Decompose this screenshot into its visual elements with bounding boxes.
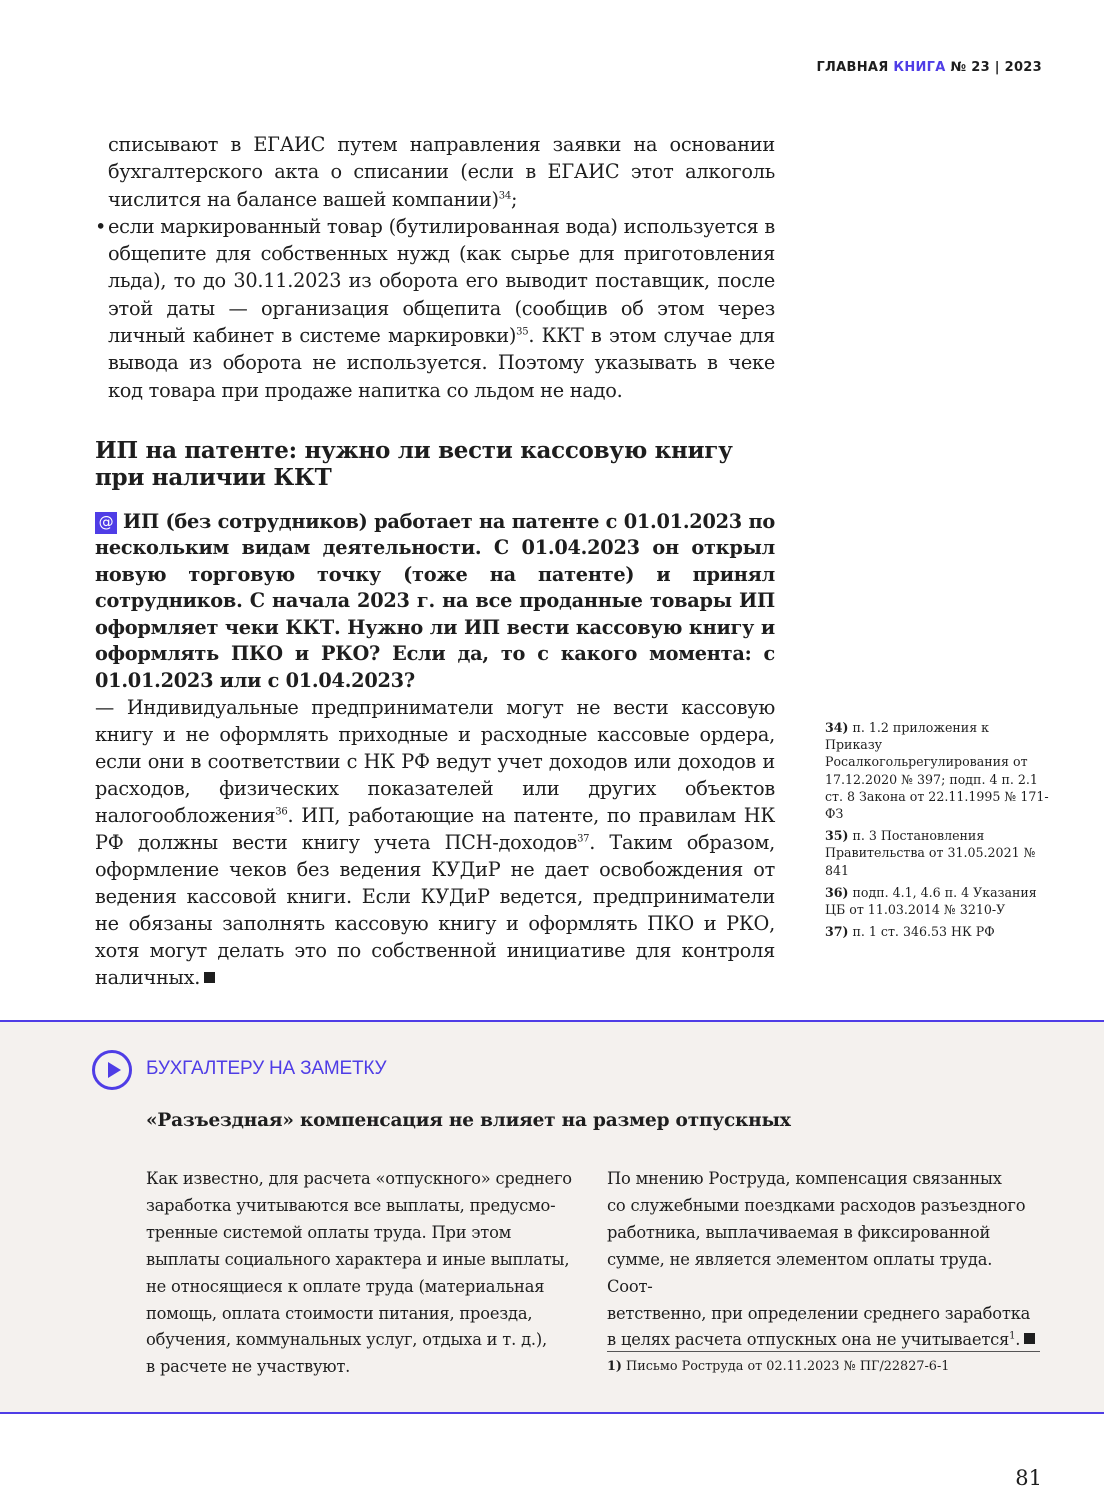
end-mark-icon xyxy=(1024,1333,1035,1344)
note-left-column xyxy=(146,1166,581,1381)
note-left-line: помощь, оплата стоимости питания, проезда, xyxy=(146,1303,533,1323)
at-icon: @ xyxy=(95,512,117,534)
article-heading: ИП на патенте: нужно ли вести кассовую книгу при наличии ККТ xyxy=(95,436,733,491)
main-column xyxy=(95,131,775,991)
footnote-ref-35[interactable]: 35 xyxy=(516,326,529,338)
note-right-line: сумме, не является элементом оплаты труда. Соот- xyxy=(607,1249,993,1296)
note-right-line: со служебными поездками расходов разъездного xyxy=(607,1195,1026,1215)
accountant-note-box xyxy=(0,1020,1104,1414)
side-footnotes xyxy=(825,719,1050,945)
footnote-34: 34) п. 1.2 приложения к Приказу Росалкогольрегулирования от 17.12.2020 № 397; подп. 4 п. 2.1 ст. 8 Закона от 22.11.1995 № 171-ФЗ xyxy=(825,720,1049,822)
footnote-ref-37[interactable]: 37 xyxy=(577,834,590,846)
note-left-line: обучения, коммунальных услуг, отдыха и т. д.), xyxy=(146,1330,547,1350)
note-right-line: По мнению Роструда, компенсация связанных xyxy=(607,1169,1002,1188)
answer: — Индивидуальные предприниматели могут не вести кассовую книгу и не оформлять приходные и расходные кассовые ордера, если они в соответствии с НК РФ ведут учет доходов или доходов и расходов, физических показателей или других объектов налогообложения$^{36}$. ИП, работающие на патенте, по правилам НК РФ должны вести книгу учета ПСН-доходов$^{37}$. Таким образом, оформление чеков без ведения КУДиР не дает освобождения от ведения кассовой книги. Если КУДиР ведется, предприниматели не обязаны заполнять кассовую книгу и оформлять ПКО и РКО, хотя могут делать это по собственной инициативе для контроля наличных. xyxy=(95,696,775,990)
footnote-ref-34[interactable]: 34 xyxy=(498,190,511,202)
note-left-line: тренные системой оплаты труда. При этом xyxy=(146,1222,512,1242)
page-number: 81 xyxy=(1015,1466,1042,1490)
footnote-35: 35) п. 3 Постановления Правительства от 31.05.2021 № 841 xyxy=(825,828,1036,878)
note-right-line: работника, выплачиваемая в фиксированной xyxy=(607,1222,991,1242)
masthead xyxy=(816,60,1042,75)
note-right-column xyxy=(607,1166,1040,1354)
note-left-line: в расчете не участвуют. xyxy=(146,1357,351,1377)
footnote-36: 36) подп. 4.1, 4.6 п. 4 Указания ЦБ от 11.03.2014 № 3210-У xyxy=(825,884,1037,918)
note-footnote-divider xyxy=(607,1351,1040,1352)
note-right-line-last: в целях расчета отпускных она не учитывается$^1$. xyxy=(607,1327,1040,1354)
note-left-line: не относящиеся к оплате труда (материальная xyxy=(146,1276,545,1296)
footnote-ref-1[interactable]: 1 xyxy=(1009,1331,1016,1343)
note-left-line: выплаты социального характера и иные выплаты, xyxy=(146,1249,570,1269)
note-footnote: 1) Письмо Роструда от 02.11.2023 № ПГ/22827-6-1 xyxy=(607,1359,950,1374)
masthead-brand-b: КНИГА xyxy=(893,60,946,75)
masthead-brand-a: ГЛАВНАЯ xyxy=(816,60,889,75)
intro-continuation: списывают в ЕГАИС путем направления заявки на основании бухгалтерского акта о списании (если в ЕГАИС этот алкоголь числится на балансе вашей компании)$^{34}$; xyxy=(108,133,775,211)
note-title: «Разъездная» компенсация не влияет на размер отпускных xyxy=(146,1110,791,1131)
note-label: БУХГАЛТЕРУ НА ЗАМЕТКУ xyxy=(146,1058,387,1079)
footnote-ref-36[interactable]: 36 xyxy=(275,807,288,819)
note-right-line: ветственно, при определении среднего заработка xyxy=(607,1303,1031,1323)
masthead-issue: № 23 | 2023 xyxy=(950,60,1042,75)
play-icon xyxy=(92,1050,132,1090)
note-left-line: заработка учитываются все выплаты, предусмо- xyxy=(146,1195,556,1215)
intro-bullet: • если маркированный товар (бутилированная вода) используется в общепите для собственных нужд (как сырье для приготовления льда), то до 30.11.2023 из оборота его выводит поставщик, после этой даты — организация общепита (сообщив об этом через личный кабинет в системе маркировки)$^{35}$. ККТ в этом случае для вывода из оборота не используется. Поэтому указывать в чеке код товара при продаже напитка со льдом не надо. xyxy=(95,213,775,404)
end-mark-icon xyxy=(204,972,215,983)
footnote-37: 37) п. 1 ст. 346.53 НК РФ xyxy=(825,924,995,940)
question: @ ИП (без сотрудников) работает на патенте с 01.01.2023 по нескольким видам деятельности. С 01.04.2023 он открыл новую торговую точку (тоже на патенте) и принял сотрудников. С начала 2023 г. на все проданные товары ИП оформляет чеки ККТ. Нужно ли ИП вести кассовую книгу и оформлять ПКО и РКО? Если да, то с какого момента: с 01.01.2023 или с 01.04.2023? xyxy=(95,509,775,692)
note-left-line: Как известно, для расчета «отпускного» среднего xyxy=(146,1169,572,1188)
